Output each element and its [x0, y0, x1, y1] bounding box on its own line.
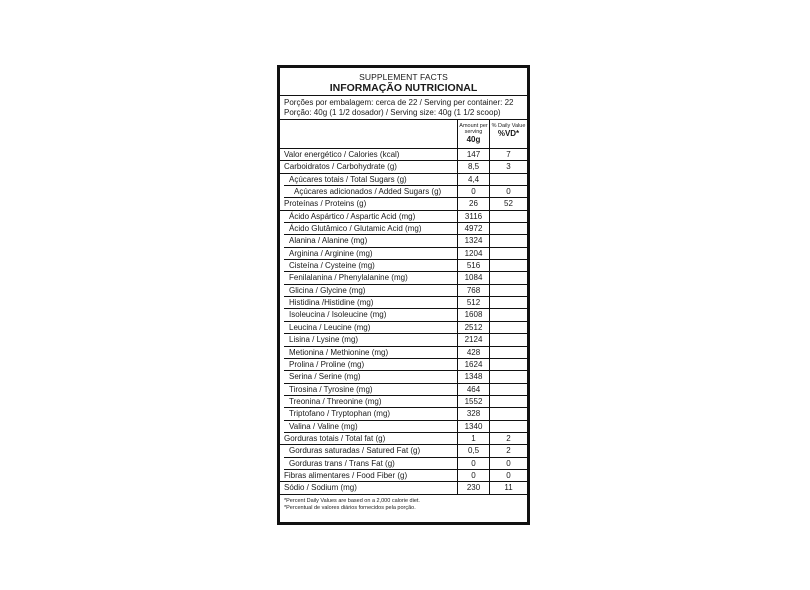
nutrient-amount: 328: [457, 408, 490, 421]
nutrient-amount: 1324: [457, 235, 490, 248]
nutrient-amount: 230: [457, 482, 490, 494]
nutrient-name: Arginina / Arginine (mg): [289, 248, 373, 258]
nutrient-name: Gorduras totais / Total fat (g): [284, 433, 386, 443]
nutrient-daily-value: 0: [506, 458, 511, 468]
nutrient-name: Gorduras saturadas / Satured Fat (g): [289, 446, 421, 456]
nutrient-name: Leucina / Leucine (mg): [289, 322, 371, 332]
nutrient-name: Açúcares totais / Total Sugars (g): [289, 174, 407, 184]
nutrient-amount: 1340: [457, 421, 490, 434]
nutrient-name: Açúcares adicionados / Added Sugars (g): [294, 187, 442, 197]
nutrient-row: [280, 433, 527, 445]
nutrient-row: [280, 371, 527, 383]
nutrient-amount: 147: [457, 149, 490, 161]
nutrient-amount: 768: [457, 285, 490, 298]
nutrient-row: [280, 211, 527, 223]
nutrient-amount: 428: [457, 347, 490, 360]
nutrition-facts-label: [277, 65, 530, 525]
nutrient-name: Alanina / Alanine (mg): [289, 236, 368, 246]
nutrient-row: [280, 161, 527, 173]
nutrient-row: [280, 149, 527, 161]
nutrient-amount: 0: [457, 458, 490, 471]
nutrient-row: [280, 334, 527, 346]
daily-value-column-header: [490, 120, 527, 148]
nutrient-name: Ácido Aspártico / Aspartic Acid (mg): [289, 211, 416, 221]
nutrient-row: [280, 384, 527, 396]
nutrient-amount: 4972: [457, 223, 490, 236]
nutrient-rows: [280, 149, 527, 495]
nutrient-amount: 2124: [457, 334, 490, 347]
nutrient-name: Treonina / Threonine (mg): [289, 396, 382, 406]
nutrient-row: [280, 421, 527, 433]
nutrient-row: [280, 235, 527, 247]
serving-size: Porção: 40g (1 1/2 dosador) / Serving size: 40g (1 1/2 scoop): [284, 108, 501, 117]
nutrient-row: [280, 408, 527, 420]
nutrient-row: [280, 223, 527, 235]
nutrition-info-title: INFORMAÇÃO NUTRICIONAL: [329, 82, 478, 94]
nutrient-daily-value: 0: [506, 187, 511, 197]
nutrient-amount: 1084: [457, 272, 490, 285]
footnotes: [280, 495, 527, 515]
footnote-portuguese: *Percentual de valores diários fornecidos pela porção.: [284, 504, 416, 511]
nutrient-amount: 4,4: [457, 174, 490, 187]
nutrient-row: [280, 458, 527, 470]
nutrient-name: Carboidratos / Carbohydrate (g): [284, 162, 397, 172]
nutrient-amount: 1204: [457, 248, 490, 261]
nutrient-row: [280, 260, 527, 272]
nutrient-name: Sódio / Sodium (mg): [284, 483, 357, 493]
nutrient-daily-value: 0: [506, 470, 511, 480]
nutrient-name: Ácido Glutâmico / Glutamic Acid (mg): [289, 224, 422, 234]
nutrient-name: Serina / Serine (mg): [289, 372, 361, 382]
nutrient-name: Gorduras trans / Trans Fat (g): [289, 458, 395, 468]
nutrient-daily-value: 52: [504, 199, 513, 209]
nutrient-row: [280, 322, 527, 334]
nutrient-name: Cisteína / Cysteine (mg): [289, 261, 375, 271]
nutrient-amount: 1608: [457, 309, 490, 322]
nutrient-name: Metionina / Methionine (mg): [289, 347, 389, 357]
nutrient-amount: 1348: [457, 371, 490, 384]
nutrient-name: Lisina / Lysine (mg): [289, 335, 359, 345]
nutrient-name: Prolina / Proline (mg): [289, 359, 365, 369]
nutrient-row: [280, 445, 527, 457]
nutrient-row: [280, 396, 527, 408]
nutrient-amount: 512: [457, 297, 490, 310]
nutrient-amount: 516: [457, 260, 490, 273]
nutrient-row: [280, 470, 527, 482]
column-headers: [280, 120, 527, 149]
nutrient-name: Glicina / Glycine (mg): [289, 285, 366, 295]
nutrient-daily-value: 2: [506, 433, 511, 443]
nutrient-amount: 0: [457, 470, 490, 482]
amount-serving-value: 40g: [466, 135, 481, 144]
amount-column-header: [457, 120, 490, 148]
label-header: [280, 68, 527, 96]
serving-info: [280, 96, 527, 120]
nutrient-name: Fibras alimentares / Food Fiber (g): [284, 470, 408, 480]
servings-per-container: Porções por embalagem: cerca de 22 / Serving per container: 22: [284, 98, 514, 107]
nutrient-name: Isoleucina / Isoleucine (mg): [289, 310, 387, 320]
amount-per-serving-label: Amount per serving: [459, 123, 488, 135]
nutrient-name: Valina / Valine (mg): [289, 421, 358, 431]
nutrient-row: [280, 309, 527, 321]
nutrient-daily-value: 3: [506, 162, 511, 172]
nutrient-name: Valor energético / Calories (kcal): [284, 150, 400, 159]
footnote-english: *Percent Daily Values are based on a 2,000 calorie diet.: [284, 497, 420, 504]
nutrient-row: [280, 347, 527, 359]
nutrient-name: Histidina /Histidine (mg): [289, 298, 374, 308]
nutrient-amount: 3116: [457, 211, 490, 224]
nutrient-name: Triptofano / Tryptophan (mg): [289, 409, 391, 419]
nutrient-amount: 1624: [457, 359, 490, 372]
nutrient-amount: 26: [457, 198, 490, 210]
nutrient-amount: 0,5: [457, 445, 490, 458]
nutrient-row: [280, 186, 527, 198]
nutrient-row: [280, 297, 527, 309]
nutrient-name: Tirosina / Tyrosine (mg): [289, 384, 373, 394]
nutrient-row: [280, 285, 527, 297]
vd-label: %VD*: [497, 129, 520, 138]
nutrient-amount: 464: [457, 384, 490, 397]
daily-value-label: % Daily Value: [491, 123, 526, 129]
nutrient-name: Proteínas / Proteins (g): [284, 199, 367, 209]
nutrient-amount: 1: [457, 433, 490, 445]
supplement-facts-heading: SUPPLEMENT FACTS: [359, 72, 448, 82]
nutrient-amount: 0: [457, 186, 490, 199]
nutrient-amount: 8,5: [457, 161, 490, 173]
nutrient-daily-value: 2: [506, 446, 511, 456]
nutrient-name: Fenilalanina / Phenylalanine (mg): [289, 273, 408, 283]
nutrient-row: [280, 198, 527, 210]
nutrient-row: [280, 248, 527, 260]
nutrient-amount: 1552: [457, 396, 490, 409]
nutrient-row: [280, 482, 527, 494]
nutrient-daily-value: 7: [506, 150, 511, 159]
nutrient-row: [280, 174, 527, 186]
nutrient-daily-value: 11: [504, 483, 513, 493]
nutrient-row: [280, 272, 527, 284]
nutrient-amount: 2512: [457, 322, 490, 335]
nutrient-row: [280, 359, 527, 371]
